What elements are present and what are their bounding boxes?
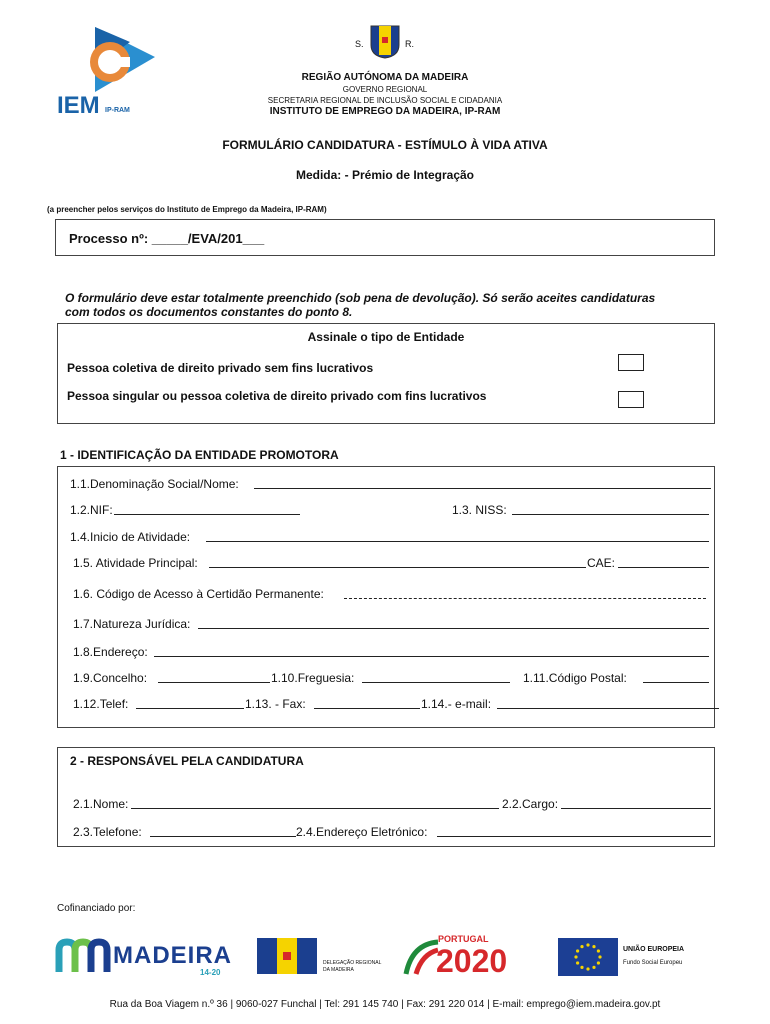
postal-code-field[interactable] <box>643 682 709 683</box>
eu-flag <box>558 938 618 976</box>
warning-line-1: O formulário deve estar totalmente preenchido (sob pena de devolução). Só serão aceites candidaturas <box>65 291 656 305</box>
cae-field[interactable] <box>618 567 709 568</box>
iem-logo-text: IEM <box>57 92 100 119</box>
secretary: SECRETARIA REGIONAL DE INCLUSÃO SOCIAL E CIDADANIA <box>267 96 503 105</box>
address-label: 1.8.Endereço: <box>73 645 148 659</box>
cross-icon <box>283 952 291 960</box>
p2020-label: 2020 <box>436 943 508 979</box>
process-number: Processo nº: _____/EVA/201___ <box>69 231 265 246</box>
legal-nature-field[interactable] <box>198 628 709 629</box>
phone-label: 1.12.Telef: <box>73 697 129 711</box>
access-code-label: 1.6. Código de Acesso à Certidão Permanente: <box>73 587 324 601</box>
activity-start-field[interactable] <box>206 541 709 542</box>
email-label: 1.14.- e-mail: <box>421 697 492 711</box>
entity-heading: Assinale o tipo de Entidade <box>307 330 465 344</box>
madeira-logo-years: 14-20 <box>200 968 221 977</box>
parish-field[interactable] <box>362 682 510 683</box>
niss-field[interactable] <box>512 514 709 515</box>
phone-field[interactable] <box>136 708 244 709</box>
form-title: FORMULÁRIO CANDIDATURA - ESTÍMULO À VIDA ATIVA <box>222 138 548 152</box>
name-field[interactable] <box>131 808 499 809</box>
coat-of-arms <box>370 25 400 59</box>
address-field[interactable] <box>154 656 709 657</box>
fax-field[interactable] <box>314 708 420 709</box>
nif-field[interactable] <box>114 514 300 515</box>
eu-stars-icon <box>558 938 618 976</box>
s-letter: S. <box>355 39 364 49</box>
government: GOVERNO REGIONAL <box>342 85 428 94</box>
r-letter: R. <box>405 39 414 49</box>
footer-contacts: Rua da Boa Viagem n.º 36 | 9060-027 Funchal | Tel: 291 145 740 | Fax: 291 220 014 | E-mail: emprego@iem.madeira.gov.pt <box>109 999 661 1010</box>
eu-line-1: UNIÃO EUROPEIA <box>623 946 685 953</box>
county-label: 1.9.Concelho: <box>73 671 148 685</box>
warning-line-2: com todos os documentos constantes do ponto 8. <box>65 305 353 319</box>
telephone-label: 2.3.Telefone: <box>73 825 142 839</box>
institute-name: INSTITUTO DE EMPREGO DA MADEIRA, IP-RAM <box>269 106 501 117</box>
region-name: REGIÃO AUTÓNOMA DA MADEIRA <box>301 72 469 83</box>
portugal-2020-logo <box>402 932 542 980</box>
legal-nature-label: 1.7.Natureza Jurídica: <box>73 617 191 631</box>
telephone-field[interactable] <box>150 836 296 837</box>
section-1-title: 1 - IDENTIFICAÇÃO DA ENTIDADE PROMOTORA <box>60 448 339 462</box>
entity-type-box <box>57 323 715 424</box>
madeira-logo <box>55 932 235 980</box>
entity-option-2-label: Pessoa singular ou pessoa coletiva de direito privado com fins lucrativos <box>67 389 487 403</box>
parish-label: 1.10.Freguesia: <box>271 671 355 685</box>
name-label: 2.1.Nome: <box>73 797 129 811</box>
madeira-shield-icon <box>370 25 400 59</box>
niss-label: 1.3. NISS: <box>452 503 507 517</box>
activity-start-label: 1.4.Inicio de Atividade: <box>70 530 191 544</box>
denomination-label: 1.1.Denominação Social/Nome: <box>70 477 239 491</box>
cofinanced-label: Cofinanciado por: <box>57 903 136 914</box>
postal-code-label: 1.11.Código Postal: <box>523 671 627 685</box>
process-box <box>55 219 715 256</box>
delegation-line-2: DA MADEIRA <box>323 967 354 973</box>
county-field[interactable] <box>158 682 270 683</box>
iem-logo-sub: IP-RAM <box>105 107 130 114</box>
main-activity-field[interactable] <box>209 567 586 568</box>
delegation-flag <box>257 938 317 974</box>
portugal-label: PORTUGAL <box>438 934 489 944</box>
position-label: 2.2.Cargo: <box>502 797 559 811</box>
electronic-address-field[interactable] <box>437 836 711 837</box>
denomination-field[interactable] <box>254 488 711 489</box>
nif-label: 1.2.NIF: <box>70 503 113 517</box>
services-note: (a preencher pelos serviços do Instituto de Emprego da Madeira, IP-RAM) <box>47 205 327 214</box>
position-field[interactable] <box>561 808 711 809</box>
madeira-logo-text: MADEIRA <box>113 942 232 969</box>
eu-line-2: Fundo Social Europeu <box>623 960 683 966</box>
entity-option-1-checkbox[interactable] <box>618 354 644 371</box>
entity-option-2-checkbox[interactable] <box>618 391 644 408</box>
access-code-field[interactable] <box>344 598 706 599</box>
email-field[interactable] <box>497 708 719 709</box>
cae-label: CAE: <box>587 556 616 570</box>
electronic-address-label: 2.4.Endereço Eletrónico: <box>296 825 428 839</box>
main-activity-label: 1.5. Atividade Principal: <box>73 556 198 570</box>
delegation-line-1: DELEGAÇÃO REGIONAL <box>323 960 382 966</box>
entity-option-1-label: Pessoa coletiva de direito privado sem fins lucrativos <box>67 361 374 375</box>
fax-label: 1.13. - Fax: <box>245 697 306 711</box>
section-2-title: 2 - RESPONSÁVEL PELA CANDIDATURA <box>70 754 304 768</box>
measure-title: Medida: - Prémio de Integração <box>295 168 475 182</box>
